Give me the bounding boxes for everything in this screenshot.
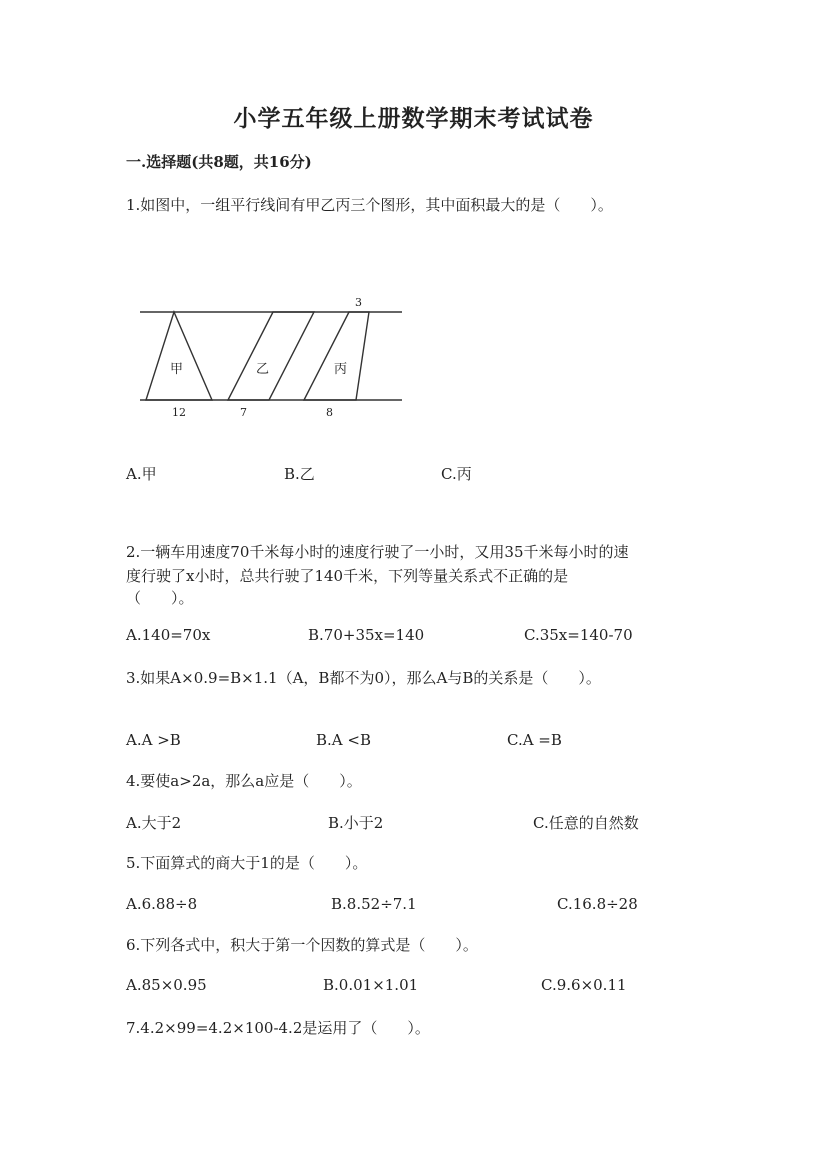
q4-option-c: C.任意的自然数 (533, 814, 639, 832)
question-6-stem: 6.下列各式中，积大于第一个因数的算式是（ ）。 (126, 936, 478, 954)
q3-option-b: B.A <B (316, 731, 371, 749)
shape-label-bing: 丙 (334, 362, 348, 377)
question-3-stem: 3.如果A×0.9=B×1.1（A，B都不为0），那么A与B的关系是（ ）。 (126, 669, 601, 687)
q5-option-a: A.6.88÷8 (126, 895, 198, 913)
question-5-stem: 5.下面算式的商大于1的是（ ）。 (126, 854, 368, 872)
shape-jia-triangle (146, 312, 212, 400)
q5-option-b: B.8.52÷7.1 (331, 895, 417, 913)
q1-option-c: C.丙 (441, 465, 472, 483)
q4-option-a: A.大于2 (126, 814, 182, 832)
question-4-stem: 4.要使a>2a，那么a应是（ ）。 (126, 772, 362, 790)
q6-option-a: A.85×0.95 (126, 976, 207, 994)
section-heading: 一.选择题(共8题，共16分) (126, 153, 312, 171)
question-2-stem-line-3: （ ）。 (126, 589, 194, 607)
question-1-figure (136, 292, 406, 422)
question-2-stem-line-1: 2.一辆车用速度70千米每小时的速度行驶了一小时，又用35千米每小时的速 (126, 543, 629, 561)
page-title: 小学五年级上册数学期末考试试卷 (233, 105, 594, 132)
label-top: 3 (355, 296, 362, 309)
label-bottom-1: 12 (172, 406, 186, 419)
q1-option-a: A.甲 (126, 465, 157, 483)
q3-option-a: A.A >B (126, 731, 181, 749)
question-7-stem: 7.4.2×99=4.2×100-4.2是运用了（ ）。 (126, 1019, 430, 1037)
q4-option-b: B.小于2 (328, 814, 384, 832)
shape-yi-parallelogram (228, 312, 314, 400)
shape-label-yi: 乙 (256, 362, 270, 377)
q1-option-b: B.乙 (284, 465, 315, 483)
shape-bing-trapezoid (304, 312, 369, 400)
q6-option-b: B.0.01×1.01 (323, 976, 419, 994)
q2-option-a: A.140=70x (126, 626, 211, 644)
q6-option-c: C.9.6×0.11 (541, 976, 627, 994)
q5-option-c: C.16.8÷28 (557, 895, 638, 913)
q2-option-c: C.35x=140-70 (524, 626, 633, 644)
label-bottom-2: 7 (240, 406, 247, 419)
q2-option-b: B.70+35x=140 (308, 626, 425, 644)
label-bottom-3: 8 (326, 406, 333, 419)
shape-label-jia: 甲 (170, 362, 184, 377)
question-1-stem: 1.如图中，一组平行线间有甲乙丙三个图形，其中面积最大的是（ ）。 (126, 196, 613, 214)
question-2-stem-line-2: 度行驶了x小时，总共行驶了140千米，下列等量关系式不正确的是 (126, 567, 569, 585)
q3-option-c: C.A =B (507, 731, 562, 749)
